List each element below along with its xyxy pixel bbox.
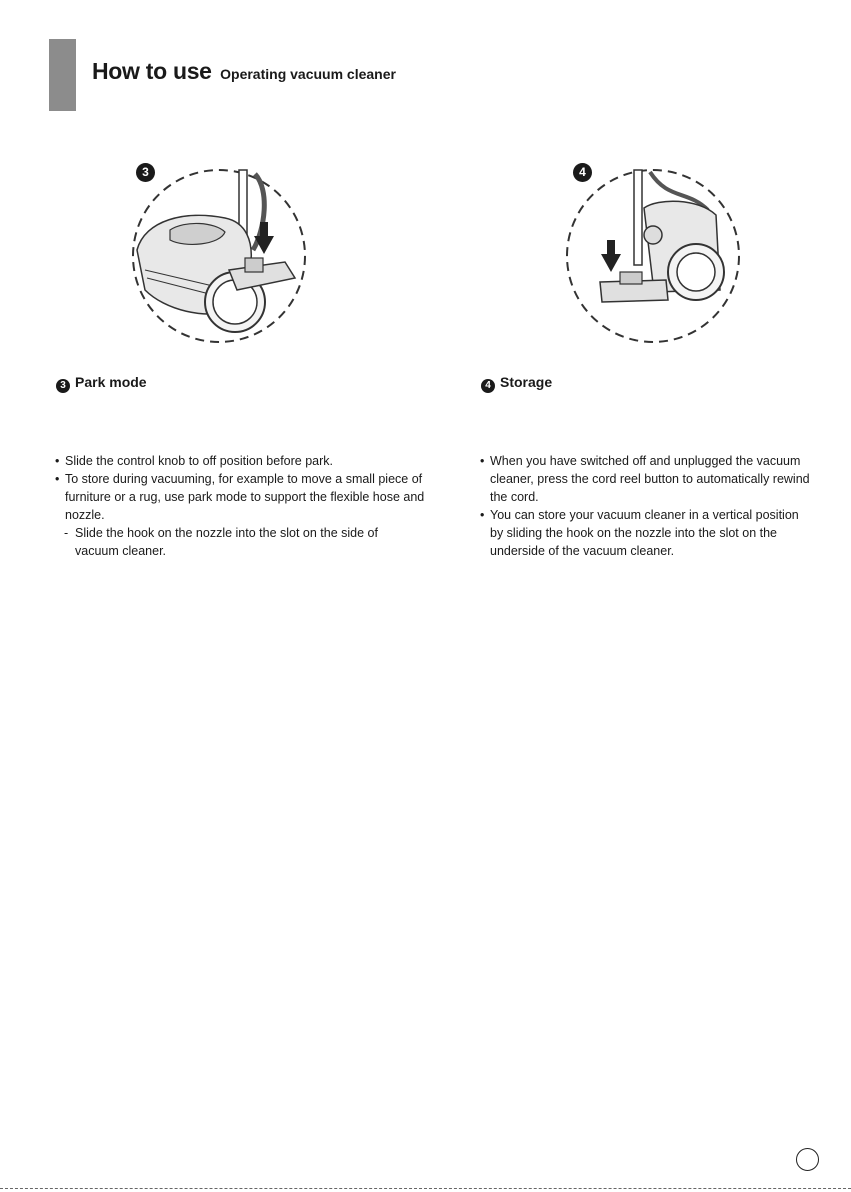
title-subtitle: Operating vacuum cleaner [220, 66, 396, 82]
list-item: • To store during vacuuming, for example to move a small piece of furniture or a rug, use park mode to support the flexible hose and nozzle. [55, 470, 425, 524]
bottom-divider [0, 1188, 851, 1189]
park-mode-illustration [125, 160, 315, 350]
storage-illustration [558, 160, 748, 350]
heading-number-3: 3 [56, 379, 70, 393]
sub-list-item: - Slide the hook on the nozzle into the slot on the side of vacuum cleaner. [55, 524, 425, 560]
heading-text-park-mode: Park mode [75, 374, 147, 390]
page-number-circle [796, 1148, 819, 1171]
vacuum-storage-icon [558, 160, 748, 350]
park-mode-instructions [55, 452, 425, 560]
park-mode-heading [56, 374, 147, 393]
storage-heading [481, 374, 552, 393]
heading-number-4: 4 [481, 379, 495, 393]
list-item: • You can store your vacuum cleaner in a vertical position by sliding the hook on the nozzle into the slot on the underside of the vacuum cleaner. [480, 506, 810, 560]
title-main: How to use [92, 58, 212, 84]
list-item: • When you have switched off and unplugged the vacuum cleaner, press the cord reel button to automatically rewind the cord. [480, 452, 810, 506]
heading-text-storage: Storage [500, 374, 553, 390]
storage-instructions [480, 452, 810, 560]
list-item: • Slide the control knob to off position before park. [55, 452, 425, 470]
vacuum-park-mode-icon [125, 160, 315, 350]
step-badge-3: 3 [136, 163, 155, 182]
section-side-tab [49, 39, 76, 111]
step-badge-4: 4 [573, 163, 592, 182]
page-title [92, 58, 396, 85]
